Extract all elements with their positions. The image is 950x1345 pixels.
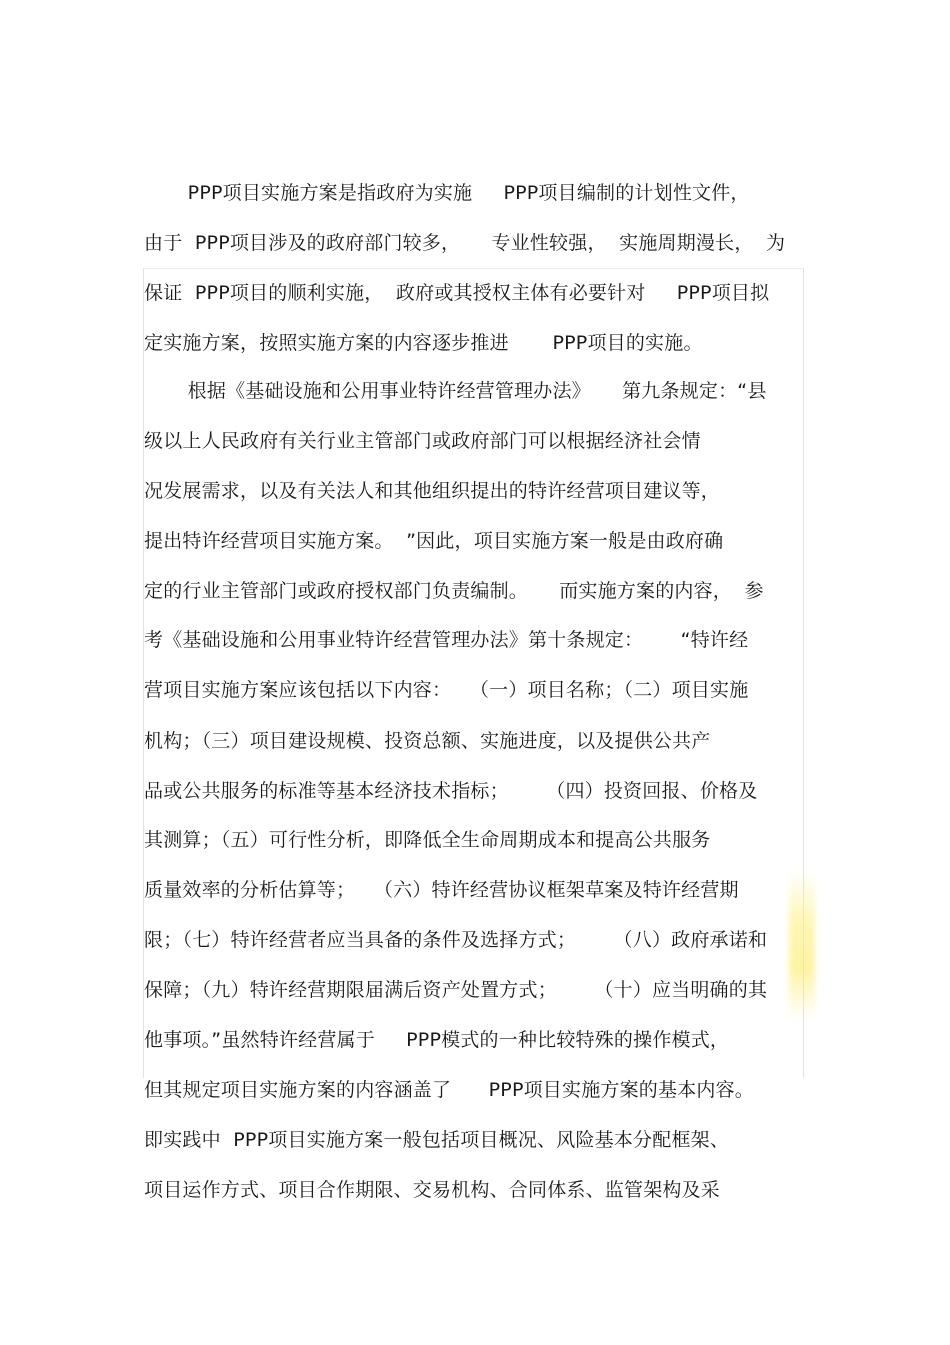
text-line: 品或公共服务的标准等基本经济技术指标； （四）投资回报、价格及	[144, 780, 758, 802]
text-line: 级以上人民政府有关行业主管部门或政府部门可以根据经济社会情	[144, 430, 701, 452]
text-line: 保障；（九）特许经营期限届满后资产处置方式； （十）应当明确的其	[144, 979, 768, 1001]
text-line: 提出特许经营项目实施方案。 ”因此，项目实施方案一般是由政府确	[144, 530, 724, 552]
text-line: 保证 PPP项目的顺利实施， 政府或其授权主体有必要针对 PPP项目拟	[144, 282, 770, 304]
text-line: 其测算；（五）可行性分析，即降低全生命周期成本和提高公共服务	[144, 829, 711, 851]
text-line: 定实施方案，按照实施方案的内容逐步推进 PPP项目的实施。	[144, 332, 703, 354]
text-line: 但其规定项目实施方案的内容涵盖了 PPP项目实施方案的基本内容。	[144, 1079, 755, 1101]
text-line: 机构；（三）项目建设规模、投资总额、实施进度，以及提供公共产	[144, 730, 711, 752]
text-line: PPP项目实施方案是指政府为实施 PPP项目编制的计划性文件，	[144, 182, 750, 204]
text-line: 质量效率的分析估算等； （六）特许经营协议框架草案及特许经营期	[144, 879, 739, 901]
text-line: 况发展需求，以及有关法人和其他组织提出的特许经营项目建议等，	[144, 480, 721, 502]
text-line: 定的行业主管部门或政府授权部门负责编制。 而实施方案的内容， 参	[144, 580, 764, 602]
text-line: 限；（七）特许经营者应当具备的条件及选择方式； （八）政府承诺和	[144, 929, 768, 951]
text-line: 由于 PPP项目涉及的政府部门较多， 专业性较强， 实施周期漫长， 为	[144, 232, 786, 254]
text-line: 即实践中 PPP项目实施方案一般包括项目概况、风险基本分配框架、	[144, 1129, 730, 1151]
text-line: 根据《基础设施和公用事业特许经营管理办法》 第九条规定：“县	[144, 380, 767, 402]
text-line: 他事项。”虽然特许经营属于 PPP模式的一种比较特殊的操作模式，	[144, 1029, 730, 1051]
text-line: 营项目实施方案应该包括以下内容： （一）项目名称；（二）项目实施	[144, 679, 749, 701]
text-line: 考《基础设施和公用事业特许经营管理办法》第十条规定： “特许经	[144, 629, 749, 651]
text-line: 项目运作方式、项目合作期限、交易机构、合同体系、监管架构及采	[144, 1179, 721, 1201]
